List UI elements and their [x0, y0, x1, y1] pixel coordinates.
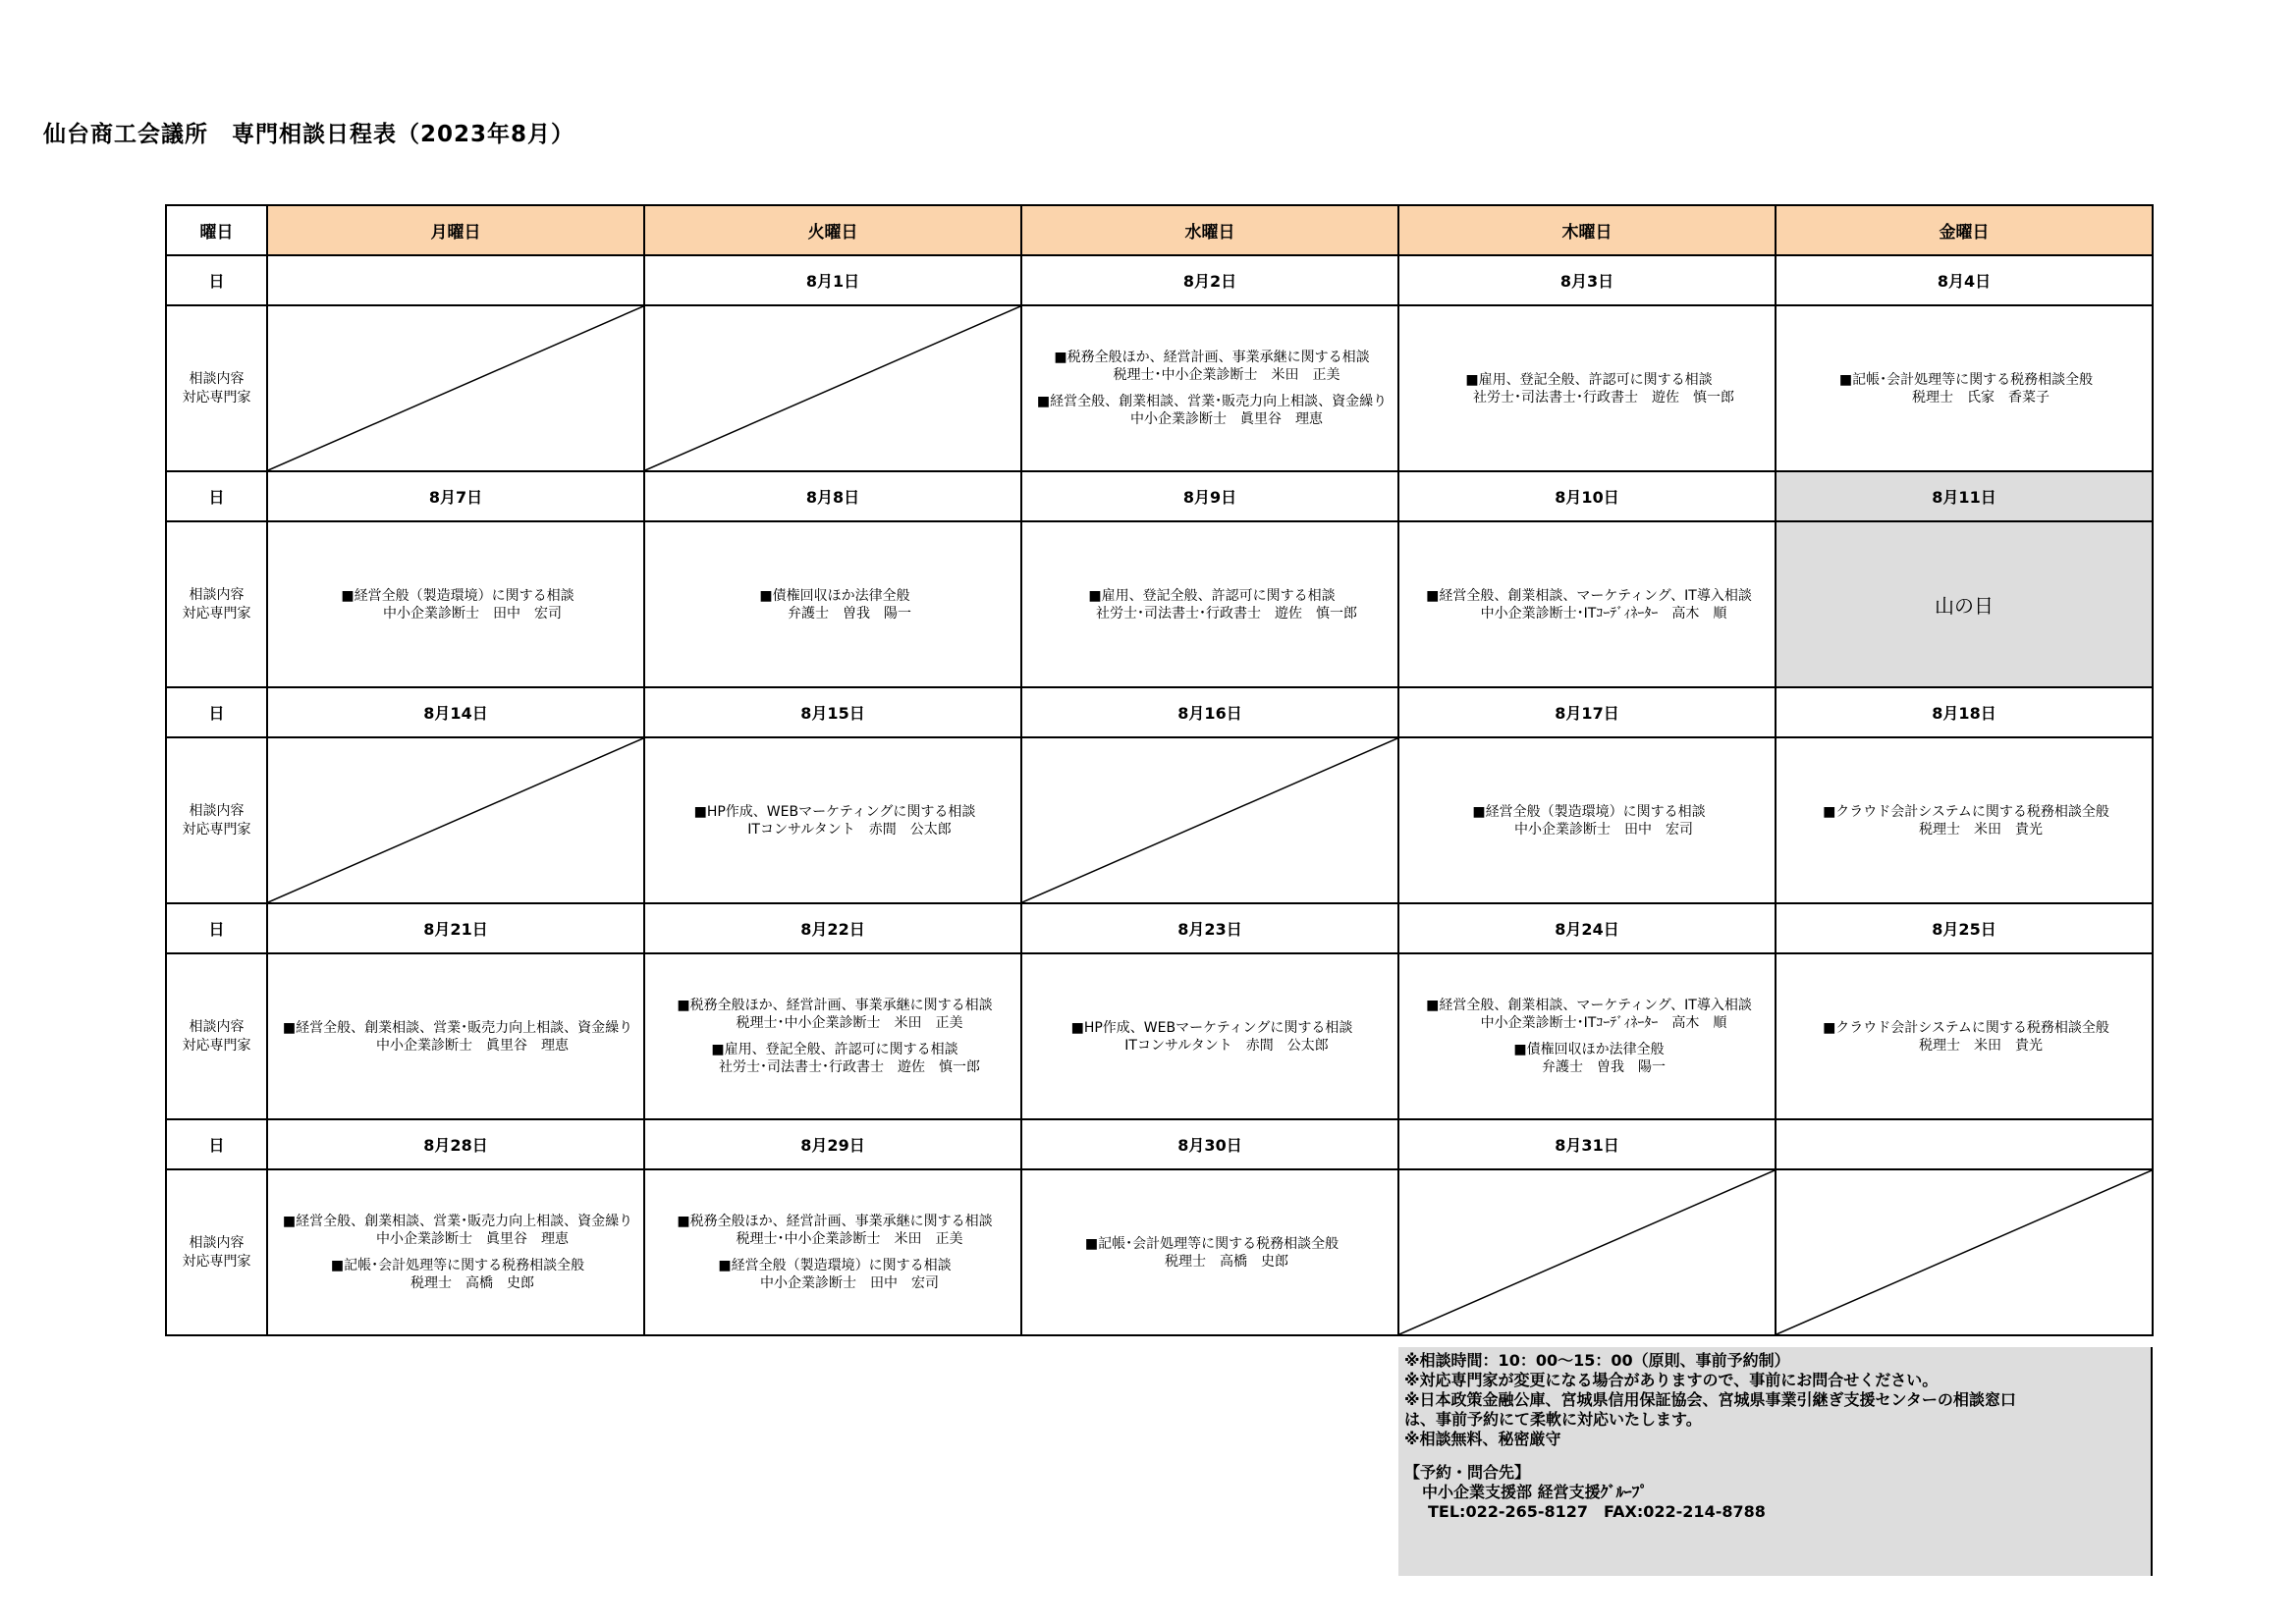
consultation-cell	[1398, 305, 1776, 471]
consultation-entries	[1777, 803, 2152, 839]
consultation-subject: ■経営全般、創業相談、営業･販売力向上相談、資金繰り	[282, 1214, 633, 1229]
consultation-entry	[1026, 587, 1397, 623]
content-row	[166, 737, 2153, 903]
consultation-cell	[1398, 953, 1776, 1119]
date-cell: 8月3日	[1398, 255, 1776, 305]
consultation-expert: 税理士 氏家 香菜子	[1912, 389, 2050, 406]
content-row	[166, 305, 2153, 471]
consultation-cell	[644, 953, 1021, 1119]
date-row-label: 日	[166, 687, 267, 737]
consultation-entry	[1026, 393, 1397, 428]
consultation-cell	[1021, 737, 1398, 903]
consultation-cell	[644, 521, 1021, 687]
consultation-subject: ■経営全般、創業相談、営業･販売力向上相談、資金繰り	[1036, 394, 1388, 409]
content-row-label	[166, 953, 267, 1119]
row-label-line: 相談内容	[189, 586, 245, 603]
consultation-expert: 弁護士 曽我 陽一	[788, 605, 911, 622]
consultation-entry	[649, 803, 1020, 839]
page-title: 仙台商工会議所 専門相談日程表（2023年8月）	[43, 122, 575, 147]
date-cell: 8月15日	[644, 687, 1021, 737]
consultation-expert: 社労士･司法書士･行政書士 遊佐 慎一郎	[1473, 389, 1734, 406]
consultation-cell	[644, 737, 1021, 903]
consultation-entries	[645, 803, 1020, 839]
consultation-expert: 中小企業診断士 田中 宏司	[383, 605, 562, 622]
consultation-entries	[645, 1213, 1020, 1292]
date-cell: 8月18日	[1776, 687, 2153, 737]
weekday-header: 火曜日	[644, 205, 1021, 255]
consultation-expert: 社労士･司法書士･行政書士 遊佐 慎一郎	[1096, 605, 1357, 622]
date-cell: 8月16日	[1021, 687, 1398, 737]
weekday-header: 木曜日	[1398, 205, 1776, 255]
consultation-entries	[268, 587, 643, 623]
consultation-entry	[1026, 349, 1397, 384]
weekday-header: 月曜日	[267, 205, 644, 255]
consultation-expert: 中小企業診断士 眞里谷 理恵	[1130, 411, 1323, 427]
consultation-subject: ■経営全般（製造環境）に関する相談	[1472, 803, 1706, 820]
consultation-entry	[649, 1041, 1020, 1076]
notes-box	[1398, 1347, 2153, 1576]
date-row-label: 日	[166, 471, 267, 521]
consultation-expert: 社労士･司法書士･行政書士 遊佐 慎一郎	[719, 1059, 980, 1075]
consultation-subject: ■経営全般、創業相談、マーケティング、IT導入相談	[1426, 587, 1752, 604]
consultation-cell	[1021, 521, 1398, 687]
date-row-label: 日	[166, 1119, 267, 1169]
consultation-subject: ■HP作成、WEBマーケティングに関する相談	[693, 803, 976, 820]
consultation-subject: ■経営全般（製造環境）に関する相談	[718, 1258, 952, 1273]
consultation-entry	[649, 1257, 1020, 1292]
no-consultation-slash	[268, 306, 643, 470]
consultation-entries	[1022, 587, 1397, 623]
consultation-cell	[1776, 953, 2153, 1119]
note-line: ※相談無料、秘密厳守	[1404, 1430, 1561, 1448]
consultation-subject: ■雇用、登記全般、許認可に関する相談	[1088, 587, 1336, 604]
consultation-subject: ■HP作成、WEBマーケティングに関する相談	[1070, 1019, 1353, 1036]
consultation-cell	[1776, 521, 2153, 687]
consultation-entries	[645, 587, 1020, 623]
consultation-entry	[272, 587, 643, 623]
consultation-expert: ITコンサルタント 赤間 公太郎	[747, 821, 952, 838]
consultation-entry	[649, 587, 1020, 623]
consultation-expert: 中小企業診断士･ITｺｰﾃﾞｨﾈｰﾀｰ 高木 順	[1480, 1015, 1727, 1031]
content-row-label	[166, 1169, 267, 1335]
note-line: ※対応専門家が変更になる場合がありますので、事前にお問合せください。	[1404, 1371, 1939, 1389]
date-row	[166, 255, 2153, 305]
consultation-entries	[268, 1019, 643, 1055]
consultation-entry	[1403, 587, 1775, 623]
date-cell: 8月7日	[267, 471, 644, 521]
consultation-cell	[1021, 953, 1398, 1119]
consultation-entries	[1399, 371, 1775, 406]
consultation-cell	[644, 1169, 1021, 1335]
consultation-entries	[1777, 371, 2152, 406]
consultation-subject: ■記帳･会計処理等に関する税務相談全般	[1084, 1235, 1339, 1252]
consultation-expert: 中小企業診断士 田中 宏司	[1514, 821, 1693, 838]
note-line: は、事前予約にて柔軟に対応いたします。	[1404, 1410, 1702, 1429]
date-row	[166, 903, 2153, 953]
date-cell: 8月4日	[1776, 255, 2153, 305]
date-cell: 8月17日	[1398, 687, 1776, 737]
consultation-cell	[267, 953, 644, 1119]
consultation-expert: 中小企業診断士 眞里谷 理恵	[376, 1231, 569, 1247]
no-consultation-slash	[1399, 1170, 1775, 1334]
consultation-entries	[1022, 1019, 1397, 1055]
consultation-entry	[272, 1019, 643, 1055]
date-cell: 8月25日	[1776, 903, 2153, 953]
date-row-label: 日	[166, 903, 267, 953]
consultation-entry	[649, 1213, 1020, 1248]
consultation-expert: 税理士･中小企業診断士 米田 正美	[1113, 367, 1340, 383]
contact-department: 中小企業支援部 経営支援ｸﾞﾙｰﾌﾟ	[1422, 1483, 1648, 1501]
consultation-subject: ■税務全般ほか、経営計画、事業承継に関する相談	[677, 998, 993, 1013]
consultation-entry	[1403, 1041, 1775, 1076]
note-line: ※相談時間：10：00～15：00（原則、事前予約制）	[1404, 1351, 1790, 1370]
row-label-line: 相談内容	[189, 370, 245, 387]
date-cell: 8月31日	[1398, 1119, 1776, 1169]
consultation-subject: ■クラウド会計システムに関する税務相談全般	[1823, 1019, 2109, 1036]
consultation-subject: ■税務全般ほか、経営計画、事業承継に関する相談	[677, 1214, 993, 1229]
consultation-expert: 中小企業診断士 田中 宏司	[760, 1275, 939, 1291]
holiday-name: 山の日	[1935, 594, 1994, 618]
consultation-entry	[272, 1257, 643, 1292]
consultation-cell	[267, 521, 644, 687]
consultation-subject: ■クラウド会計システムに関する税務相談全般	[1823, 803, 2109, 820]
content-row	[166, 1169, 2153, 1335]
schedule-table	[165, 204, 2154, 1336]
content-row	[166, 953, 2153, 1119]
row-label-line: 対応専門家	[182, 389, 251, 406]
consultation-entries	[1777, 1019, 2152, 1055]
consultation-entries	[1022, 349, 1397, 428]
date-cell: 8月8日	[644, 471, 1021, 521]
row-label-line: 相談内容	[189, 1234, 245, 1251]
contact-phone-fax: TEL:022-265-8127 FAX:022-214-8788	[1428, 1502, 1766, 1521]
consultation-cell	[1776, 305, 2153, 471]
consultation-expert: 税理士 高橋 史郎	[1165, 1253, 1288, 1270]
date-cell: 8月2日	[1021, 255, 1398, 305]
consultation-expert: 税理士 高橋 史郎	[410, 1275, 534, 1291]
date-cell: 8月30日	[1021, 1119, 1398, 1169]
date-cell: 8月14日	[267, 687, 644, 737]
no-consultation-slash	[1777, 1170, 2152, 1334]
weekday-header: 水曜日	[1021, 205, 1398, 255]
consultation-expert: 税理士･中小企業診断士 米田 正美	[736, 1231, 963, 1247]
consultation-expert: ITコンサルタント 赤間 公太郎	[1124, 1037, 1329, 1054]
consultation-expert: 税理士 米田 貴光	[1919, 1037, 2043, 1054]
date-cell: 8月11日	[1776, 471, 2153, 521]
date-cell: 8月1日	[644, 255, 1021, 305]
date-row	[166, 687, 2153, 737]
date-cell: 8月23日	[1021, 903, 1398, 953]
row-label-line: 対応専門家	[182, 1253, 251, 1270]
consultation-subject: ■経営全般、創業相談、営業･販売力向上相談、資金繰り	[282, 1019, 633, 1036]
content-row-label	[166, 521, 267, 687]
content-row	[166, 521, 2153, 687]
consultation-cell	[1398, 1169, 1776, 1335]
content-row-label	[166, 305, 267, 471]
consultation-entries	[1399, 587, 1775, 623]
row-label-line: 相談内容	[189, 802, 245, 819]
consultation-entry	[1403, 371, 1775, 406]
consultation-cell	[1398, 737, 1776, 903]
row-label-line: 対応専門家	[182, 1037, 251, 1054]
consultation-entry	[1403, 803, 1775, 839]
no-consultation-slash	[268, 738, 643, 902]
row-label-line: 相談内容	[189, 1018, 245, 1035]
date-cell	[267, 255, 644, 305]
consultation-cell	[1776, 1169, 2153, 1335]
consultation-cell	[1021, 305, 1398, 471]
consultation-entry	[1026, 1019, 1397, 1055]
consultation-subject: ■債権回収ほか法律全般	[1513, 1042, 1665, 1057]
contact-heading: 【予約・問合先】	[1404, 1463, 1531, 1482]
content-row-label	[166, 737, 267, 903]
consultation-entry	[1780, 371, 2152, 406]
consultation-expert: 弁護士 曽我 陽一	[1542, 1059, 1666, 1075]
consultation-expert: 中小企業診断士 眞里谷 理恵	[376, 1037, 569, 1054]
weekday-header: 金曜日	[1776, 205, 2153, 255]
date-cell: 8月29日	[644, 1119, 1021, 1169]
date-cell: 8月28日	[267, 1119, 644, 1169]
consultation-cell	[267, 305, 644, 471]
date-cell: 8月10日	[1398, 471, 1776, 521]
consultation-entry	[1780, 1019, 2152, 1055]
consultation-subject: ■記帳･会計処理等に関する税務相談全般	[330, 1258, 585, 1273]
consultation-entry	[1026, 1235, 1397, 1271]
consultation-entries	[268, 1213, 643, 1292]
row-label-line: 対応専門家	[182, 605, 251, 622]
consultation-expert: 中小企業診断士･ITｺｰﾃﾞｨﾈｰﾀｰ 高木 順	[1480, 605, 1727, 622]
consultation-expert: 税理士 米田 貴光	[1919, 821, 2043, 838]
consultation-entry	[1403, 997, 1775, 1032]
date-row	[166, 1119, 2153, 1169]
consultation-subject: ■記帳･会計処理等に関する税務相談全般	[1838, 371, 2094, 388]
date-cell: 8月21日	[267, 903, 644, 953]
consultation-cell	[1398, 521, 1776, 687]
date-row	[166, 471, 2153, 521]
date-cell: 8月22日	[644, 903, 1021, 953]
consultation-cell	[644, 305, 1021, 471]
consultation-entry	[649, 997, 1020, 1032]
consultation-entries	[1022, 1235, 1397, 1271]
consultation-cell	[1776, 737, 2153, 903]
note-line: ※日本政策金融公庫、宮城県信用保証協会、宮城県事業引継ぎ支援センターの相談窓口	[1404, 1390, 2016, 1409]
consultation-subject: ■雇用、登記全般、許認可に関する相談	[1465, 371, 1713, 388]
consultation-subject: ■税務全般ほか、経営計画、事業承継に関する相談	[1054, 350, 1370, 365]
date-cell	[1776, 1119, 2153, 1169]
no-consultation-slash	[645, 306, 1020, 470]
corner-header: 曜日	[166, 205, 267, 255]
consultation-entries	[1399, 803, 1775, 839]
consultation-expert: 税理士･中小企業診断士 米田 正美	[736, 1015, 963, 1031]
consultation-entries	[1399, 997, 1775, 1076]
date-row-label: 日	[166, 255, 267, 305]
consultation-cell	[267, 1169, 644, 1335]
consultation-entry	[272, 1213, 643, 1248]
consultation-entries	[645, 997, 1020, 1076]
no-consultation-slash	[1022, 738, 1397, 902]
row-label-line: 対応専門家	[182, 821, 251, 838]
consultation-cell	[267, 737, 644, 903]
consultation-entry	[1780, 803, 2152, 839]
weekday-header-row	[166, 205, 2153, 255]
consultation-subject: ■雇用、登記全般、許認可に関する相談	[711, 1042, 958, 1057]
date-cell: 8月9日	[1021, 471, 1398, 521]
consultation-subject: ■債権回収ほか法律全般	[759, 587, 910, 604]
consultation-subject: ■経営全般、創業相談、マーケティング、IT導入相談	[1426, 998, 1752, 1013]
consultation-subject: ■経営全般（製造環境）に関する相談	[341, 587, 574, 604]
consultation-cell	[1021, 1169, 1398, 1335]
date-cell: 8月24日	[1398, 903, 1776, 953]
